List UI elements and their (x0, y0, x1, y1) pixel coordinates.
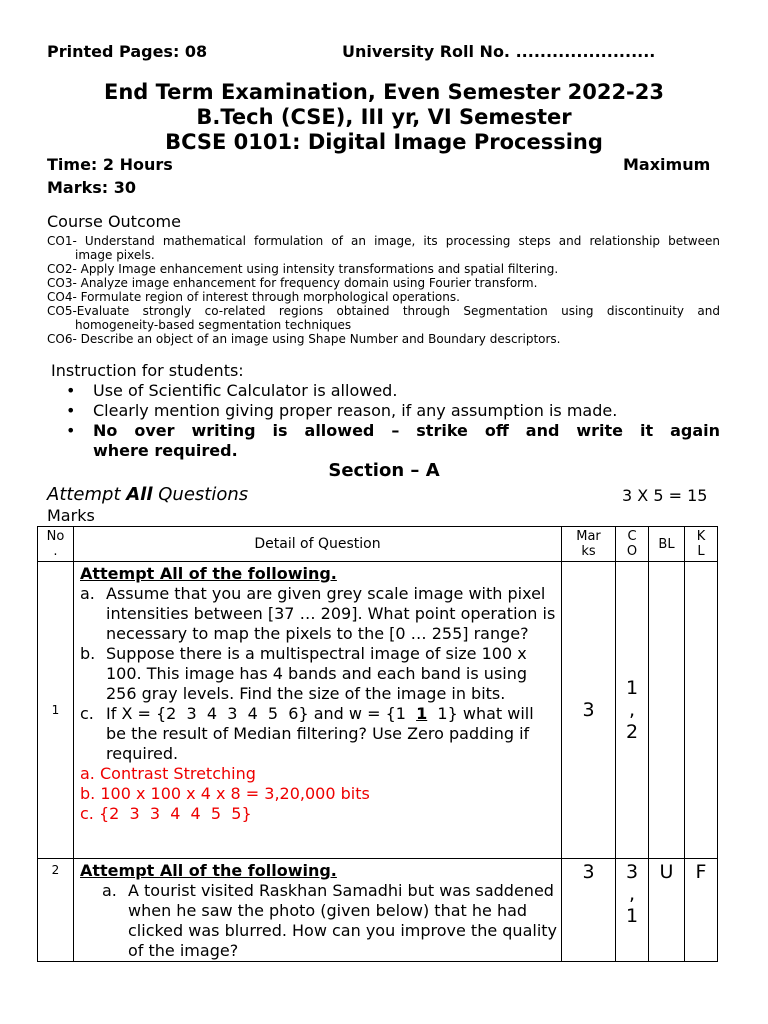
question-detail (74, 859, 562, 962)
course-program: B.Tech (CSE), III yr, VI Semester (196, 105, 572, 129)
instruction-1: Use of Scientific Calculator is allowed. (93, 381, 398, 400)
max-marks-value: Marks: 30 (47, 178, 137, 197)
section-title: Section – A (328, 460, 440, 481)
question-table (37, 526, 718, 962)
bullet-icon: • (66, 381, 76, 400)
bullet-icon: • (66, 421, 76, 440)
sub-label: b. (80, 644, 96, 663)
sub-question-c (80, 704, 557, 764)
course-outcome-list (47, 234, 720, 346)
sub-question-b (80, 644, 557, 704)
sub-text-underlined: 1 (416, 704, 428, 723)
sub-label: a. (80, 584, 95, 603)
header-marks-line2: ks (581, 544, 596, 559)
question-number: 1 (38, 562, 74, 859)
table-header-row (38, 527, 718, 562)
question-marks: 3 (562, 562, 616, 859)
co2: CO2- Apply Image enhancement using intensity transformations and spatial filtering. (47, 262, 559, 276)
question-co (616, 859, 649, 962)
header-co-line2: O (626, 544, 638, 559)
time-label: Time: 2 Hours (47, 155, 173, 174)
co-bottom: 2 (625, 721, 639, 743)
question-co (616, 562, 649, 859)
co-sep: , (628, 883, 636, 905)
sub-label: c. (80, 704, 94, 723)
question-bl: U (649, 859, 685, 962)
sub-question-a (80, 584, 557, 644)
exam-title: End Term Examination, Even Semester 2022-23 (104, 80, 664, 104)
sub-text (106, 704, 557, 764)
section-marks-calc: 3 X 5 = 15 (622, 486, 708, 505)
sub-label: a. (102, 881, 117, 900)
co3: CO3- Analyze image enhancement for frequency domain using Fourier transform. (47, 276, 538, 290)
question-heading: Attempt All of the following. (80, 861, 337, 880)
attempt-all-emphasis: All (126, 484, 153, 505)
instruction-3-line2: where required. (93, 441, 238, 460)
co5-line1: CO5-Evaluate strongly co-related regions obtained through Segmentation using discontinuity and (47, 304, 720, 318)
table-row (38, 562, 718, 859)
question-bl (649, 562, 685, 859)
question-kl (685, 562, 718, 859)
sub-text-pre: If X = {2 3 4 3 4 5 6} and w = {1 (106, 704, 417, 723)
co5-line2: homogeneity-based segmentation techniques (75, 318, 352, 332)
header-no (38, 527, 74, 562)
co1-line2: image pixels. (75, 248, 155, 262)
header-detail: Detail of Question (74, 527, 562, 562)
question-heading: Attempt All of the following. (80, 564, 337, 583)
header-no-line2: . (53, 544, 58, 559)
co-top: 1 (625, 677, 639, 699)
printed-pages: Printed Pages: 08 (47, 42, 208, 61)
question-marks: 3 (562, 859, 616, 962)
sub-question-a (80, 881, 557, 961)
co-sep: , (628, 699, 636, 721)
sub-text: A tourist visited Raskhan Samadhi but was saddened when he saw the photo (given below) that he had clicked was blurred. How can you improve the quality of the image? (128, 881, 557, 960)
sub-text-post: 1} what will be the result of Median filtering? Use Zero padding if required. (106, 704, 539, 763)
answer-a: a. Contrast Stretching (80, 764, 256, 783)
co-top: 3 (625, 861, 639, 883)
roll-number: University Roll No. ....................... (342, 42, 656, 61)
instruction-3 (93, 421, 720, 461)
instruction-3-line1: No over writing is allowed – strike off and write it again (93, 421, 720, 440)
attempt-all-label (47, 484, 248, 505)
course-outcome-heading: Course Outcome (47, 212, 181, 231)
max-marks-label: Maximum (623, 155, 711, 174)
header-bl: BL (649, 527, 685, 562)
attempt-pre: Attempt (47, 484, 127, 505)
question-number: 2 (38, 859, 74, 962)
sub-text: Assume that you are given grey scale image with pixel intensities between [37 … 209]. What point operation is necessary to map the pixels to the [0 … 255] range? (106, 584, 556, 643)
header-marks (562, 527, 616, 562)
co6: CO6- Describe an object of an image using Shape Number and Boundary descriptors. (47, 332, 561, 346)
header-co-line1: C (627, 529, 637, 544)
header-kl-line2: L (697, 544, 705, 559)
header-co (616, 527, 649, 562)
co-bottom: 1 (625, 905, 639, 927)
header-kl (685, 527, 718, 562)
marks-label: Marks (47, 506, 95, 525)
answer-c: c. {2 3 3 4 4 5 5} (80, 804, 252, 823)
sub-text: Suppose there is a multispectral image of size 100 x 100. This image has 4 bands and each band is using 256 gray levels. Find the size of the image in bits. (106, 644, 528, 703)
question-kl: F (685, 859, 718, 962)
header-marks-line1: Mar (576, 529, 601, 544)
co1-line1: CO1- Understand mathematical formulation of an image, its processing steps and relationship between (47, 234, 720, 248)
answer-b: b. 100 x 100 x 4 x 8 = 3,20,000 bits (80, 784, 370, 803)
question-detail (74, 562, 562, 859)
attempt-post: Questions (152, 484, 249, 505)
table-row (38, 859, 718, 962)
instruction-2: Clearly mention giving proper reason, if any assumption is made. (93, 401, 618, 420)
bullet-icon: • (66, 401, 76, 420)
header-no-line1: No (46, 529, 65, 544)
header-kl-line1: K (696, 529, 706, 544)
course-name: BCSE 0101: Digital Image Processing (165, 130, 603, 154)
instructions-heading: Instruction for students: (51, 361, 244, 380)
co4: CO4- Formulate region of interest through morphological operations. (47, 290, 460, 304)
